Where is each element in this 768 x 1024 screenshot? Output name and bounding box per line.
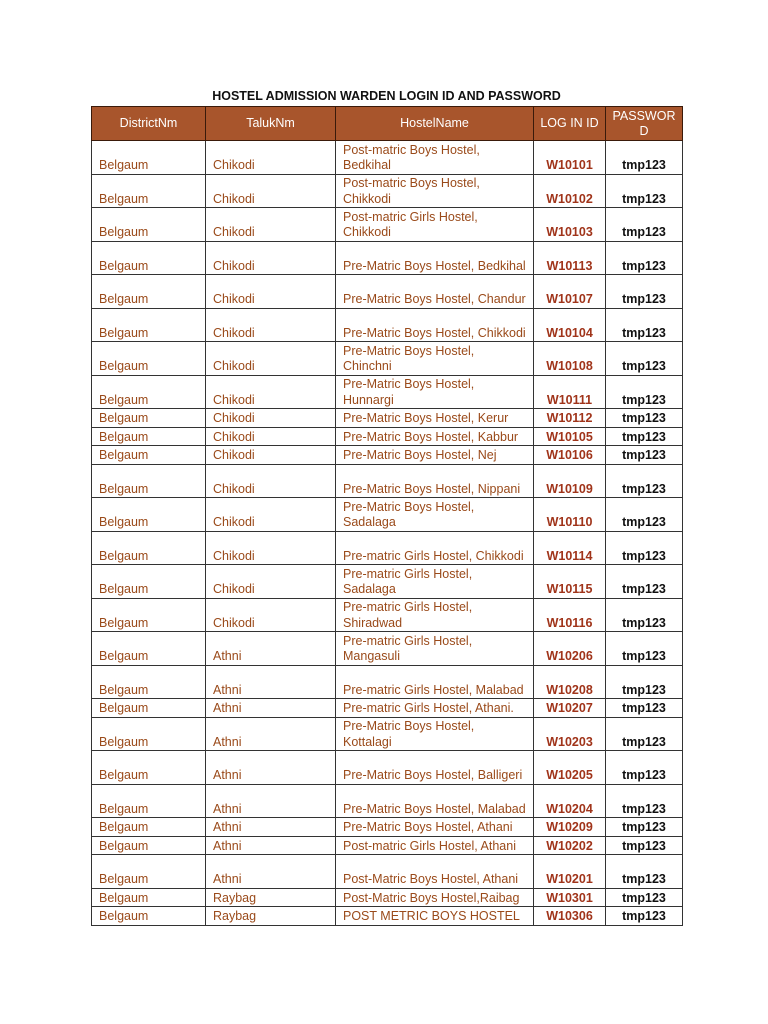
- table-row: [92, 531, 683, 565]
- login-id-cell: W10205: [534, 751, 606, 785]
- warden-login-table: [91, 106, 683, 926]
- hostel-cell: Pre-Matric Boys Hostel, Nej: [336, 446, 534, 465]
- login-id-cell: W10102: [534, 174, 606, 208]
- district-cell: Belgaum: [92, 888, 206, 907]
- table-row: [92, 208, 683, 242]
- hostel-cell: Post-matric Boys Hostel, Bedkihal: [336, 141, 534, 175]
- password-cell: tmp123: [606, 275, 683, 309]
- password-cell: tmp123: [606, 855, 683, 889]
- password-cell: tmp123: [606, 907, 683, 926]
- login-id-cell: W10115: [534, 565, 606, 599]
- login-id-cell: W10203: [534, 717, 606, 751]
- password-cell: tmp123: [606, 375, 683, 409]
- taluk-cell: Athni: [206, 836, 336, 855]
- taluk-cell: Athni: [206, 632, 336, 666]
- table-row: [92, 665, 683, 699]
- table-row: [92, 818, 683, 837]
- login-id-cell: W10110: [534, 498, 606, 532]
- table-row: [92, 717, 683, 751]
- password-cell: tmp123: [606, 464, 683, 498]
- table-row: [92, 598, 683, 632]
- table-row: [92, 308, 683, 342]
- header-district: DistrictNm: [92, 107, 206, 141]
- district-cell: Belgaum: [92, 855, 206, 889]
- password-cell: tmp123: [606, 565, 683, 599]
- password-cell: tmp123: [606, 598, 683, 632]
- table-row: [92, 699, 683, 718]
- taluk-cell: Athni: [206, 751, 336, 785]
- district-cell: Belgaum: [92, 565, 206, 599]
- login-id-cell: W10301: [534, 888, 606, 907]
- district-cell: Belgaum: [92, 174, 206, 208]
- login-id-cell: W10113: [534, 241, 606, 275]
- password-cell: tmp123: [606, 241, 683, 275]
- login-id-cell: W10204: [534, 784, 606, 818]
- district-cell: Belgaum: [92, 818, 206, 837]
- district-cell: Belgaum: [92, 632, 206, 666]
- hostel-cell: Post-Matric Boys Hostel, Athani: [336, 855, 534, 889]
- hostel-cell: Pre-Matric Boys Hostel, Bedkihal: [336, 241, 534, 275]
- district-cell: Belgaum: [92, 751, 206, 785]
- hostel-cell: Pre-matric Girls Hostel, Mangasuli: [336, 632, 534, 666]
- login-id-cell: W10206: [534, 632, 606, 666]
- login-id-cell: W10109: [534, 464, 606, 498]
- district-cell: Belgaum: [92, 241, 206, 275]
- password-cell: tmp123: [606, 308, 683, 342]
- hostel-cell: Pre-Matric Boys Hostel, Chandur: [336, 275, 534, 309]
- password-cell: tmp123: [606, 174, 683, 208]
- login-id-cell: W10104: [534, 308, 606, 342]
- password-cell: tmp123: [606, 498, 683, 532]
- password-cell: tmp123: [606, 446, 683, 465]
- taluk-cell: Chikodi: [206, 446, 336, 465]
- district-cell: Belgaum: [92, 375, 206, 409]
- login-id-cell: W10209: [534, 818, 606, 837]
- district-cell: Belgaum: [92, 275, 206, 309]
- table-row: [92, 632, 683, 666]
- password-cell: tmp123: [606, 836, 683, 855]
- taluk-cell: Chikodi: [206, 409, 336, 428]
- taluk-cell: Chikodi: [206, 141, 336, 175]
- table-header-row: [92, 107, 683, 141]
- district-cell: Belgaum: [92, 665, 206, 699]
- hostel-cell: Pre-matric Girls Hostel, Chikkodi: [336, 531, 534, 565]
- district-cell: Belgaum: [92, 308, 206, 342]
- login-id-cell: W10101: [534, 141, 606, 175]
- district-cell: Belgaum: [92, 427, 206, 446]
- taluk-cell: Chikodi: [206, 498, 336, 532]
- table-row: [92, 907, 683, 926]
- password-cell: tmp123: [606, 717, 683, 751]
- password-cell: tmp123: [606, 818, 683, 837]
- table-body: [92, 141, 683, 926]
- login-id-cell: W10201: [534, 855, 606, 889]
- login-id-cell: W10107: [534, 275, 606, 309]
- password-cell: tmp123: [606, 888, 683, 907]
- hostel-cell: Pre-Matric Boys Hostel, Kerur: [336, 409, 534, 428]
- district-cell: Belgaum: [92, 784, 206, 818]
- taluk-cell: Athni: [206, 784, 336, 818]
- header-login-id: LOG IN ID: [534, 107, 606, 141]
- password-cell: tmp123: [606, 531, 683, 565]
- hostel-cell: Post-matric Girls Hostel, Chikkodi: [336, 208, 534, 242]
- district-cell: Belgaum: [92, 498, 206, 532]
- table-row: [92, 751, 683, 785]
- table-row: [92, 836, 683, 855]
- password-cell: tmp123: [606, 699, 683, 718]
- taluk-cell: Athni: [206, 699, 336, 718]
- table-row: [92, 565, 683, 599]
- login-id-cell: W10111: [534, 375, 606, 409]
- table-row: [92, 464, 683, 498]
- district-cell: Belgaum: [92, 531, 206, 565]
- district-cell: Belgaum: [92, 717, 206, 751]
- taluk-cell: Chikodi: [206, 565, 336, 599]
- district-cell: Belgaum: [92, 342, 206, 376]
- taluk-cell: Athni: [206, 665, 336, 699]
- taluk-cell: Chikodi: [206, 241, 336, 275]
- taluk-cell: Chikodi: [206, 427, 336, 446]
- taluk-cell: Chikodi: [206, 342, 336, 376]
- login-id-cell: W10202: [534, 836, 606, 855]
- password-cell: tmp123: [606, 342, 683, 376]
- district-cell: Belgaum: [92, 699, 206, 718]
- hostel-cell: Pre-Matric Boys Hostel, Athani: [336, 818, 534, 837]
- login-id-cell: W10208: [534, 665, 606, 699]
- password-cell: tmp123: [606, 427, 683, 446]
- table-row: [92, 855, 683, 889]
- taluk-cell: Chikodi: [206, 531, 336, 565]
- hostel-cell: Pre-Matric Boys Hostel, Kottalagi: [336, 717, 534, 751]
- hostel-cell: Post-matric Boys Hostel, Chikkodi: [336, 174, 534, 208]
- password-cell: tmp123: [606, 751, 683, 785]
- hostel-cell: Pre-Matric Boys Hostel, Kabbur: [336, 427, 534, 446]
- hostel-cell: Pre-Matric Boys Hostel, Hunnargi: [336, 375, 534, 409]
- hostel-cell: Pre-matric Girls Hostel, Sadalaga: [336, 565, 534, 599]
- taluk-cell: Raybag: [206, 888, 336, 907]
- password-cell: tmp123: [606, 632, 683, 666]
- hostel-cell: Pre-matric Girls Hostel, Malabad: [336, 665, 534, 699]
- password-cell: tmp123: [606, 784, 683, 818]
- hostel-cell: Pre-matric Girls Hostel, Shiradwad: [336, 598, 534, 632]
- district-cell: Belgaum: [92, 907, 206, 926]
- district-cell: Belgaum: [92, 598, 206, 632]
- hostel-cell: Pre-Matric Boys Hostel, Balligeri: [336, 751, 534, 785]
- table-row: [92, 375, 683, 409]
- hostel-cell: Pre-Matric Boys Hostel, Malabad: [336, 784, 534, 818]
- login-id-cell: W10108: [534, 342, 606, 376]
- taluk-cell: Athni: [206, 818, 336, 837]
- district-cell: Belgaum: [92, 141, 206, 175]
- password-cell: tmp123: [606, 208, 683, 242]
- login-id-cell: W10207: [534, 699, 606, 718]
- login-id-cell: W10114: [534, 531, 606, 565]
- taluk-cell: Chikodi: [206, 275, 336, 309]
- table-row: [92, 427, 683, 446]
- header-hostel: HostelName: [336, 107, 534, 141]
- table-row: [92, 409, 683, 428]
- table-row: [92, 241, 683, 275]
- header-taluk: TalukNm: [206, 107, 336, 141]
- table-row: [92, 275, 683, 309]
- taluk-cell: Athni: [206, 717, 336, 751]
- taluk-cell: Chikodi: [206, 208, 336, 242]
- district-cell: Belgaum: [92, 409, 206, 428]
- taluk-cell: Chikodi: [206, 375, 336, 409]
- login-id-cell: W10112: [534, 409, 606, 428]
- table-row: [92, 141, 683, 175]
- hostel-cell: POST METRIC BOYS HOSTEL: [336, 907, 534, 926]
- hostel-cell: Pre-Matric Boys Hostel, Chinchni: [336, 342, 534, 376]
- login-id-cell: W10103: [534, 208, 606, 242]
- table-row: [92, 174, 683, 208]
- table-row: [92, 784, 683, 818]
- login-id-cell: W10306: [534, 907, 606, 926]
- password-cell: tmp123: [606, 141, 683, 175]
- taluk-cell: Chikodi: [206, 598, 336, 632]
- taluk-cell: Chikodi: [206, 308, 336, 342]
- taluk-cell: Raybag: [206, 907, 336, 926]
- taluk-cell: Chikodi: [206, 464, 336, 498]
- login-id-cell: W10105: [534, 427, 606, 446]
- table-row: [92, 446, 683, 465]
- district-cell: Belgaum: [92, 446, 206, 465]
- district-cell: Belgaum: [92, 464, 206, 498]
- table-row: [92, 888, 683, 907]
- table-row: [92, 342, 683, 376]
- password-cell: tmp123: [606, 665, 683, 699]
- password-cell: tmp123: [606, 409, 683, 428]
- hostel-cell: Pre-Matric Boys Hostel, Sadalaga: [336, 498, 534, 532]
- district-cell: Belgaum: [92, 836, 206, 855]
- login-id-cell: W10116: [534, 598, 606, 632]
- login-id-cell: W10106: [534, 446, 606, 465]
- table-row: [92, 498, 683, 532]
- taluk-cell: Athni: [206, 855, 336, 889]
- hostel-cell: Post-matric Girls Hostel, Athani: [336, 836, 534, 855]
- header-password: PASSWOR D: [606, 107, 683, 141]
- taluk-cell: Chikodi: [206, 174, 336, 208]
- hostel-cell: Pre-matric Girls Hostel, Athani.: [336, 699, 534, 718]
- district-cell: Belgaum: [92, 208, 206, 242]
- hostel-cell: Pre-Matric Boys Hostel, Nippani: [336, 464, 534, 498]
- hostel-cell: Pre-Matric Boys Hostel, Chikkodi: [336, 308, 534, 342]
- hostel-cell: Post-Matric Boys Hostel,Raibag: [336, 888, 534, 907]
- document-title: HOSTEL ADMISSION WARDEN LOGIN ID AND PASSWORD: [212, 89, 561, 103]
